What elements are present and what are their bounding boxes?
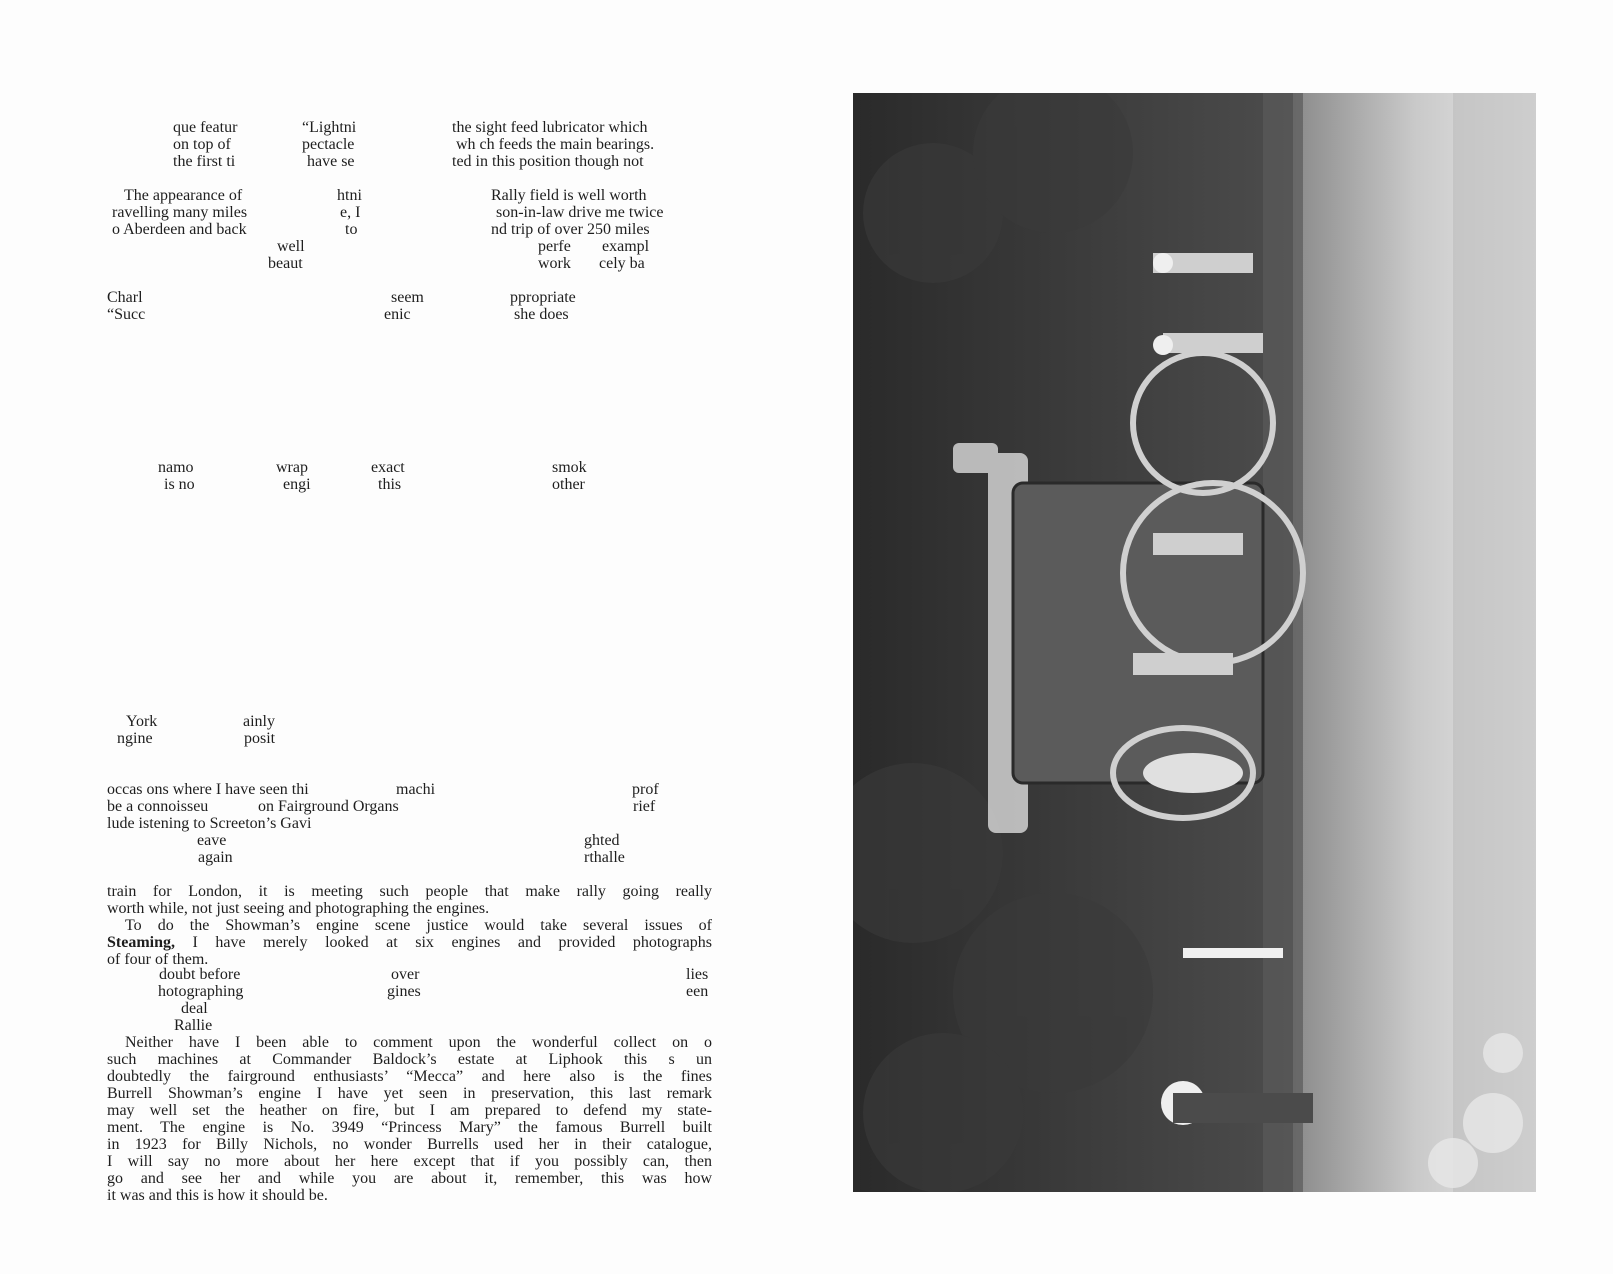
text-fragment: is no (164, 476, 195, 493)
text-fragment: this (378, 476, 402, 493)
text-fragment: prof (632, 781, 659, 798)
text-fragment: Charl (107, 289, 143, 306)
text-fragment: doubt before (159, 966, 241, 983)
paragraph-line: train for London, it is meeting such people that make rally going really (107, 883, 712, 900)
text-fragment: exact (371, 459, 405, 476)
text-fragment: work (538, 255, 571, 272)
paragraph-line: go and see her and while you are about it, remember, this was how (107, 1170, 712, 1187)
text-fragment: wrap (276, 459, 308, 476)
text-fragment: namo (158, 459, 194, 476)
text-fragment: on Fairground Organs (258, 798, 399, 815)
text-fragment: other (552, 476, 585, 493)
text-fragment: she does (514, 306, 569, 323)
text-fragment: the first ti (173, 153, 236, 170)
photo-image-icon (853, 93, 1536, 1192)
steam-roller-photo (853, 93, 1536, 1192)
text-fragment: seem (391, 289, 424, 306)
paragraph-line: in 1923 for Billy Nichols, no wonder Burrells used her in their catalogue, (107, 1136, 712, 1153)
paragraph-showman-line2 (107, 934, 712, 951)
text-fragment: eave (197, 832, 227, 849)
text-fragment: ppropriate (510, 289, 576, 306)
text-fragment: deal (181, 1000, 208, 1017)
text-fragment: lude istening to Screeton’s Gavi (107, 815, 312, 832)
text-fragment: posit (244, 730, 276, 747)
text-fragment: perfe (538, 238, 571, 255)
text-fragment: ted in this position though not (452, 153, 644, 170)
text-fragment: York (126, 713, 158, 730)
paragraph-line: Burrell Showman’s engine I have yet seen in preservation, this last remark (107, 1085, 712, 1102)
paragraph-showman-intro (107, 917, 712, 934)
text-fragment: ghted (584, 832, 620, 849)
text-fragment: again (198, 849, 233, 866)
paragraph-rally-people (107, 883, 712, 900)
text-fragment: ngine (117, 730, 153, 747)
paragraph-rally-people-end (107, 900, 712, 917)
paragraph-line: of four of them. (107, 951, 209, 968)
text-fragment: The appearance of (124, 187, 243, 204)
text-fragment: o Aberdeen and back (112, 221, 247, 238)
text-fragment: que featur (173, 119, 238, 136)
text-fragment: to (345, 221, 358, 238)
text-fragment: engi (283, 476, 311, 493)
text-fragment: smok (552, 459, 587, 476)
text-fragment: son-in-law drive me twice (496, 204, 664, 221)
text-fragment: rief (633, 798, 656, 815)
text-fragment: over (391, 966, 420, 983)
text-fragment: hotographing (158, 983, 244, 1000)
text-fragment: have se (307, 153, 355, 170)
text-fragment: lies (686, 966, 709, 983)
text-fragment: e, I (340, 204, 361, 221)
paragraph-line: worth while, not just seeing and photographing the engines. (107, 900, 490, 917)
text-fragment: be a connoisseu (107, 798, 209, 815)
text-fragment: cely ba (599, 255, 645, 272)
paragraph-showman-end (107, 951, 712, 968)
text-fragment: enic (384, 306, 411, 323)
paragraph-line: such machines at Commander Baldock’s estate at Liphook this s un (107, 1051, 712, 1068)
text-fragment: the sight feed lubricator which (452, 119, 648, 136)
magazine-title-steaming: Steaming, (107, 934, 175, 951)
text-fragment: gines (387, 983, 421, 1000)
text-fragment: een (686, 983, 709, 1000)
text-fragment: exampl (602, 238, 650, 255)
text-fragment: ainly (243, 713, 275, 730)
paragraph-line: I have merely looked at six engines and provided photographs (175, 934, 712, 951)
text-fragment: machi (396, 781, 436, 798)
text-fragment: htni (337, 187, 362, 204)
paragraph-line: I will say no more about her here except that if you possibly can, then (107, 1153, 712, 1170)
text-fragment: Rally field is well worth (491, 187, 647, 204)
paragraph-line: it was and this is how it should be. (107, 1187, 328, 1204)
text-fragment: Rallie (174, 1017, 213, 1034)
text-fragment: “Lightni (302, 119, 357, 136)
paragraph-line: Neither have I been able to comment upon the wonderful collect on o (125, 1034, 712, 1051)
paragraph-line: may well set the heather on fire, but I am prepared to defend my state- (107, 1102, 712, 1119)
text-fragment: on top of (173, 136, 231, 153)
paragraph-line: To do the Showman’s engine scene justice would take several issues of (125, 917, 712, 934)
paragraph-line: ment. The engine is No. 3949 “Princess Mary” the famous Burrell built (107, 1119, 712, 1136)
paragraph-line: doubtedly the fairground enthusiasts’ “Mecca” and here also is the fines (107, 1068, 712, 1085)
text-fragment: “Succ (107, 306, 146, 323)
text-fragment: wh ch feeds the main bearings. (456, 136, 655, 153)
text-fragment: beaut (268, 255, 303, 272)
text-fragment: nd trip of over 250 miles (491, 221, 650, 238)
text-fragment: pectacle (302, 136, 355, 153)
text-fragment: occas ons where I have seen thi (107, 781, 309, 798)
text-fragment: ravelling many miles (112, 204, 248, 221)
text-fragment: well (277, 238, 305, 255)
text-fragment: rthalle (584, 849, 625, 866)
